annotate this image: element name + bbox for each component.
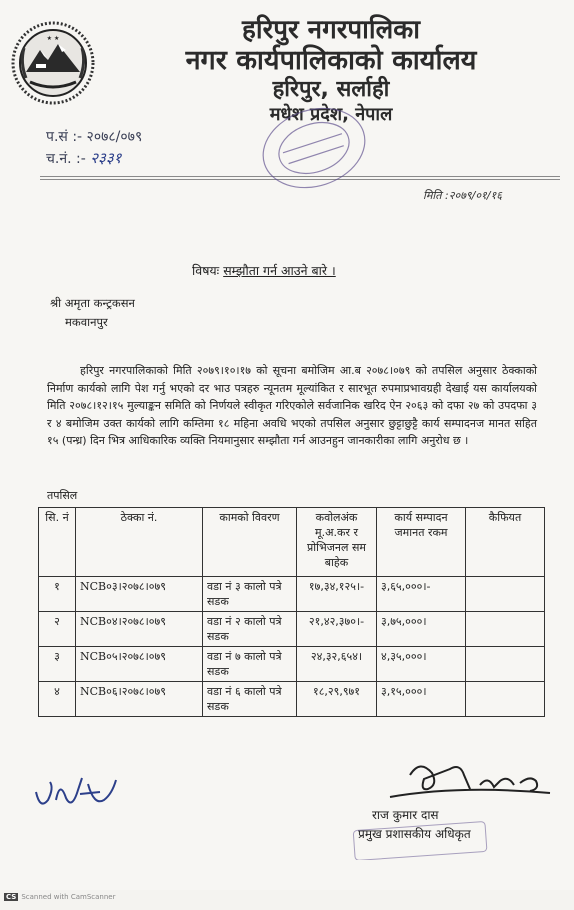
- letter-number: [46, 127, 142, 146]
- table-row: [39, 682, 545, 717]
- cell-bid-amount: २४,३२,६५४।: [297, 647, 377, 682]
- col-header-work-description: कामको विवरण: [203, 508, 297, 577]
- details-label: तपसिल: [47, 489, 78, 502]
- signatory-stamp: [350, 820, 490, 860]
- letter-number-label: प.सं :-: [46, 129, 83, 145]
- cell-sn: १: [39, 577, 76, 612]
- camscanner-logo-icon: CS: [6, 893, 17, 901]
- cell-contract-no: NCB०६।२०७८।०७९: [76, 682, 203, 717]
- letter-body: हरिपुर नगरपालिकाको मिति २०७९।१०।१७ को सूचना बमोजिम आ.ब २०७८।०७९ को तपसिल अनुसार ठेक्काको निर्माण कार्यको लागि पेश गर्नु भएको दर भाउ पत्रहरु न्यूनतम मूल्यांकित र सारभूत रुपमाप्रभावग्रही देखाई यस कार्यालयको मिति २०७८।१२।१५ मुल्याङ्कन समिति को निर्णयले स्वीकृत गरिएकोले सर्वजानिक खरिद ऐन २०६३ को दफा २७ को उपदफा ३ र ४ बमोजिम उक्त कार्यको लागि कम्तिमा १८ महिना अवधि भएको तपसिल अनुसार छुट्टाछुट्टै कार्य सम्पादनज मानत सहित १५ (पन्ध्र) दिन भित्र आधिकारिक व्यक्ति नियमानुसार सम्झौता गर्न आउनहुन जानकारीका लागि अनुरोध छ ।: [47, 364, 537, 448]
- subject-label: विषयः: [192, 263, 220, 278]
- table-row: [39, 612, 545, 647]
- table-header-row: [39, 508, 545, 577]
- svg-text:★ ★: ★ ★: [46, 35, 60, 42]
- official-signature: [380, 755, 560, 803]
- dispatch-number-label: च.नं. :-: [46, 151, 86, 167]
- addressee-place: मकवानपुर: [65, 315, 108, 329]
- col-header-sn: सि. नं: [39, 508, 76, 577]
- cell-work-description: वडा नं २ कालो पत्रे सडक: [203, 612, 297, 647]
- municipality-emblem: [10, 20, 96, 106]
- cell-remarks: [466, 612, 545, 647]
- cell-remarks: [466, 647, 545, 682]
- cell-contract-no: NCB०५।२०७८।०७९: [76, 647, 203, 682]
- addressee-name: श्री अमृता कन्ट्रकसन: [50, 296, 135, 310]
- cell-performance-guarantee: ३,७५,०००।: [377, 612, 466, 647]
- signer-name: राज कुमार दास: [372, 808, 439, 822]
- table-row: [39, 647, 545, 682]
- cell-remarks: [466, 682, 545, 717]
- table-row: [39, 577, 545, 612]
- header-municipality-name: हरिपुर नगरपालिका: [242, 15, 420, 45]
- cell-work-description: वडा नं ३ कालो पत्रे सडक: [203, 577, 297, 612]
- letter-number-value: २०७८/०७९: [86, 129, 143, 145]
- dispatch-number-value: २३३१: [90, 149, 122, 167]
- col-header-contract-no: ठेक्का नं.: [76, 508, 203, 577]
- subject-text: सम्झौता गर्न आउने बारे ।: [223, 263, 336, 278]
- cell-sn: २: [39, 612, 76, 647]
- cell-bid-amount: १८,२९,९७१: [297, 682, 377, 717]
- subject-line: [192, 262, 336, 279]
- cell-work-description: वडा नं ७ कालो पत्रे सडक: [203, 647, 297, 682]
- cell-bid-amount: १७,३४,१२५।-: [297, 577, 377, 612]
- scanner-text: Scanned with CamScanner: [21, 893, 116, 901]
- signer-title: प्रमुख प्रशासकीय अधिकृत: [358, 827, 471, 841]
- dispatch-number: [46, 148, 121, 168]
- cell-work-description: वडा नं ६ कालो पत्रे सडक: [203, 682, 297, 717]
- initials-signature: [30, 770, 126, 816]
- scanner-watermark: [4, 893, 115, 901]
- cell-remarks: [466, 577, 545, 612]
- col-header-performance-guarantee: कार्य सम्पादन जमानत रकम: [377, 508, 466, 577]
- cell-performance-guarantee: ४,३५,०००।: [377, 647, 466, 682]
- cell-contract-no: NCB०४।२०७८।०७९: [76, 612, 203, 647]
- cell-contract-no: NCB०३।२०७८।०७९: [76, 577, 203, 612]
- cell-sn: ४: [39, 682, 76, 717]
- cell-sn: ३: [39, 647, 76, 682]
- cell-performance-guarantee: ३,६५,०००।-: [377, 577, 466, 612]
- cell-bid-amount: २१,४२,३७०।-: [297, 612, 377, 647]
- col-header-remarks: कैफियत: [466, 508, 545, 577]
- cell-performance-guarantee: ३,१५,०००।: [377, 682, 466, 717]
- contract-table: [38, 507, 545, 717]
- office-stamp: [255, 103, 373, 193]
- header-location: हरिपुर, सर्लाही: [272, 77, 390, 102]
- col-header-bid-amount: कवोलअंक मू.अ.कर र प्रोभिजनल सम बाहेक: [297, 508, 377, 577]
- header-office-name: नगर कार्यपालिकाको कार्यालय: [185, 45, 477, 76]
- letter-date: मिति :२०७९/०१/१६: [423, 189, 502, 202]
- header-province: मधेश प्रदेश, नेपाल: [269, 104, 393, 125]
